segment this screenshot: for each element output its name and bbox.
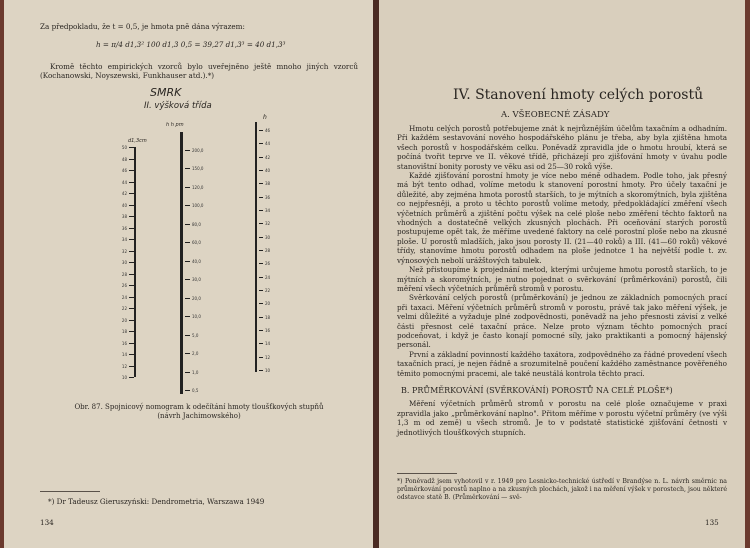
nomogram-tick	[259, 183, 263, 184]
nomogram-tick	[185, 279, 190, 280]
nomogram-tick-label: 30	[265, 234, 271, 240]
nomogram-tick-label: 100,0	[192, 203, 204, 209]
nomogram-tick-label: 30,0	[192, 277, 201, 283]
nomogram-tick	[129, 331, 134, 332]
nomogram-tick-label: 120,0	[192, 184, 204, 190]
nomogram-tick	[129, 274, 134, 275]
nomogram-tick-label: 44	[121, 179, 127, 185]
section-a-heading: A. VŠEOBECNÉ ZÁSADY	[501, 110, 610, 120]
nomogram-tick	[129, 147, 134, 148]
nomogram-tick-label: 38	[265, 181, 271, 187]
nomogram-tick-label: 1,0	[192, 369, 199, 375]
nomogram-tick	[185, 353, 190, 354]
nomogram-tick	[259, 370, 263, 371]
nomogram-tick	[259, 223, 263, 224]
nomogram-tick-label: 150,0	[192, 166, 204, 172]
nomogram-tick	[185, 187, 190, 188]
footnote: *) Dr Tadeusz Gieruszyński: Dendrometria, Warszawa 1949	[48, 497, 265, 506]
nomogram-tick	[185, 261, 190, 262]
nomogram-tick	[129, 239, 134, 240]
nomogram-tick	[259, 290, 263, 291]
nomogram-tick-label: 32	[121, 248, 127, 254]
nomogram-tick	[129, 216, 134, 217]
nomogram-tick-label: 40	[265, 168, 271, 173]
nomogram-tick-label: 22	[121, 306, 127, 311]
nomogram-tick-label: 10	[121, 375, 127, 380]
nomogram-tick-label: 28	[265, 248, 271, 253]
nomogram-tick-label: 42	[121, 191, 127, 196]
nomogram-tick	[185, 224, 190, 225]
nomogram-tick-label: 50	[121, 145, 127, 150]
scale-d-axis	[134, 147, 136, 377]
nomogram-tick	[129, 308, 134, 309]
nomogram-tick-label: 16	[121, 340, 127, 346]
scale-label-hh: h h pm	[166, 122, 184, 128]
footnote: *) Poněvadž jsem vyhotovil v r. 1949 pro Lesnicko-technické ústředí v Brandýse n. L. návrh směrnic na průměrkování porostů naplno a na zkusných plochách, jakož i na měření výšek v porostech, jsou některé odstavce statě B. (Průměrkování — svě-	[397, 478, 727, 501]
figure-caption: Obr. 87. Spojnicový nomogram k odečítání hmoty tloušťkových stupňů	[74, 403, 324, 411]
nomogram-tick	[129, 193, 134, 194]
nomogram-tick	[185, 168, 190, 169]
nomogram-subtitle: II. výšková třída	[144, 101, 212, 111]
nomogram-tick	[185, 390, 190, 391]
nomogram-tick	[259, 330, 263, 331]
nomogram-tick-label: 26	[265, 261, 271, 267]
right-page	[379, 0, 745, 548]
nomogram-tick	[185, 298, 190, 299]
nomogram-tick-label: 30	[121, 260, 127, 265]
nomogram-tick	[259, 170, 263, 171]
nomogram-tick	[259, 263, 263, 264]
paragraph-6: Měření výčetních průměrů stromů v porostu na celé ploše označujeme v praxi zpravidla jako „průměrkování naplno". Přitom měříme v porostu výčetní průměry (ve výši 1,3 m od země) u všech stromů. Je to v podstatě statistické zjišťování četnosti v jednotlivých tloušťkových stupních.	[397, 399, 727, 437]
nomogram-tick-label: 26	[121, 283, 127, 288]
nomogram-tick	[129, 297, 134, 298]
nomogram-tick-label: 16	[265, 328, 271, 333]
nomogram-tick-label: 2,0	[192, 351, 199, 357]
nomogram-tick-label: 200,0	[192, 148, 204, 153]
intro-text: Za předpokladu, že t = 0,5, je hmota pně dána výrazem:	[40, 22, 245, 31]
nomogram-tick	[259, 357, 263, 358]
nomogram-tick	[185, 205, 190, 206]
nomogram-tick-label: 24	[265, 274, 271, 280]
nomogram-tick-label: 0,5	[192, 388, 199, 393]
nomogram-tick-label: 22	[265, 288, 271, 293]
paragraph-4: Svěrkování celých porostů (průměrkování) je jednou ze základních pomocných prací při taxaci. Měření výčetních průměrů stromů v porostu, právě tak jako měření výšek, je velmi důležité a vyžaduje plné zodpovědnosti, poněvadž na jeho přesnosti závisí z velké části přesnost celé taxační práce. Nelze proto význam těchto pomocných prací podceňovat, i když je často konají pomocné síly, jako praktikanti a pomocný hájenský personál.	[397, 293, 727, 350]
section-b-heading: B. PRŮMĚRKOVÁNÍ (SVĚRKOVÁNÍ) POROSTŮ NA CELÉ PLOŠE*)	[401, 385, 673, 395]
nomogram-tick-label: 80,0	[192, 221, 201, 227]
page-number: 134	[40, 518, 54, 527]
nomogram-tick	[129, 366, 134, 367]
nomogram-tick	[259, 143, 263, 144]
nomogram-tick-label: 34	[265, 208, 271, 213]
nomogram-tick	[129, 285, 134, 286]
nomogram-tick-label: 32	[265, 221, 271, 227]
nomogram-tick-label: 10,0	[192, 314, 201, 320]
figure-caption-source: (návrh Jachimowského)	[157, 412, 241, 420]
nomogram-tick-label: 60,0	[192, 240, 201, 246]
scale-label-d: d1,3cm	[128, 138, 147, 144]
nomogram-tick	[259, 277, 263, 278]
nomogram-tick-label: 36	[265, 194, 271, 200]
paragraph-2: Každé zjišťování porostní hmoty je více nebo méně odhadem. Podle toho, jak přesný má být tento odhad, volíme metodu k stanovení porostní hmoty. Pro účely taxační je důležité, aby zejména hmota porostů starších, to je mýtních a skoromýtních, byla zjištěna co nejpřesněji, a proto u těchto porostů volíme metody, předpokládající změření všech výčetních průměrů a zjištění počtu výšek na celé ploše nebo změření těchto faktorů na vhodných a dostatečně velkých zkusných plochách. Při oceňování starých porostů postupujeme opět tak, že měříme uvedené faktory na celé porostní ploše nebo na zkusné ploše. U porostů mladších, jako jsou porosty II. (21—40 roků) a III. (41—60 roků) věkové třídy, stanovíme hmotu porostů odhadem na ploše jednotce 1 ha největší podle t. zv. výnosových nebolí urážštových tabulek.	[397, 171, 727, 265]
nomogram-tick-label: 40,0	[192, 258, 201, 264]
nomogram-tick-label: 18	[265, 314, 271, 320]
scale-m-axis	[180, 132, 183, 394]
nomogram-tick-label: 46	[121, 168, 127, 173]
nomogram-tick-label: 12	[265, 354, 271, 360]
nomogram-tick-label: 24	[121, 294, 127, 300]
nomogram-tick-label: 46	[265, 128, 271, 133]
nomogram-tick	[185, 372, 190, 373]
chapter-heading: IV. Stanovení hmoty celých porostů	[453, 87, 704, 103]
nomogram-tick	[129, 320, 134, 321]
nomogram-tick	[129, 343, 134, 344]
nomogram-tick	[259, 303, 263, 304]
nomogram-tick	[259, 317, 263, 318]
paragraph-3: Než přistoupíme k projednání metod, kterými určujeme hmotu porostů starších, to je mýtních a skoromýtních, je nutno pojednat o svěrkování (průměrkování) porostů, čili měření všech výčetních průměrů stromů v porostu.	[397, 265, 727, 293]
body-text	[397, 124, 727, 437]
nomogram-tick	[259, 343, 263, 344]
nomogram-tick	[129, 251, 134, 252]
nomogram-tick-label: 20,0	[192, 295, 201, 301]
scale-label-h: h	[263, 114, 267, 121]
nomogram-tick-label: 40	[121, 202, 127, 208]
nomogram-tick-label: 10	[265, 368, 271, 373]
nomogram-tick	[129, 354, 134, 355]
nomogram-tick	[129, 228, 134, 229]
nomogram-tick	[259, 197, 263, 198]
nomogram-tick-label: 34	[121, 237, 127, 242]
nomogram-tick-label: 20	[265, 301, 271, 307]
nomogram-tick-label: 5,0	[192, 332, 199, 338]
nomogram-tick-label: 44	[265, 141, 271, 147]
nomogram-tick	[129, 170, 134, 171]
nomogram-tick-label: 14	[121, 352, 127, 357]
nomogram-tick-label: 38	[121, 214, 127, 219]
nomogram-tick	[129, 262, 134, 263]
nomogram-tick	[259, 250, 263, 251]
page-number: 135	[705, 518, 719, 527]
paragraph-5: První a základní povinností každého taxátora, zodpovědného za řádné provedení všech taxačních prací, je nejen řádně a srozumitelně poučení každého zaměstnance pověřeného těmito pomocnými pracemi, ale také neustálá kontrola těchto prací.	[397, 349, 727, 378]
left-page	[4, 0, 374, 548]
nomogram-tick-label: 36	[121, 225, 127, 231]
nomogram-tick	[185, 335, 190, 336]
nomogram-tick	[259, 157, 263, 158]
nomogram-tick	[185, 316, 190, 317]
footnote-rule	[40, 491, 100, 492]
nomogram-tick	[129, 159, 134, 160]
nomogram-tick-label: 28	[121, 271, 127, 277]
nomogram-tick	[259, 130, 263, 131]
nomogram-tick	[259, 210, 263, 211]
nomogram-tick	[129, 182, 134, 183]
nomogram-tick	[259, 237, 263, 238]
nomogram-tick-label: 20	[121, 317, 127, 323]
nomogram-tick-label: 42	[265, 154, 271, 160]
nomogram-tick	[129, 377, 134, 378]
footnote-rule	[397, 473, 457, 474]
nomogram-tick	[185, 150, 190, 151]
paragraph-1: Hmotu celých porostů potřebujeme znát k nejrůznějším účelům taxačním a odhadním. Při každém sestavování nového hospodářského plánu je třeba, aby byla zjištěna hmota všech porostů v hospodářském celku. Poněvadž zpravidla jde o hmotu hroubí, která se počíná tvořit teprve ve II. věkové třídě, přicházejí pro zjišťování hmoty v úvahu podle stanovištní bonity porosty ve věku asi od 25—30 roků výše.	[397, 124, 727, 171]
intro-paragraph: Kromě těchto empirických vzorců bylo uveřejněno ještě mnoho jiných vzorců (Kochanowski, Noyszewski, Funkhauser atd.).*)	[40, 62, 358, 81]
nomogram-tick-label: 48	[121, 156, 127, 162]
nomogram-tick-label: 14	[265, 341, 271, 347]
nomogram-tick	[129, 205, 134, 206]
scale-h-axis	[255, 122, 257, 372]
nomogram-title: SMRK	[150, 86, 182, 99]
nomogram-tick	[185, 242, 190, 243]
nomogram-tick-label: 12	[121, 363, 127, 369]
formula: h = π/4 d1,3² 100 d1,3 0,5 = 39,27 d1,3³ = 40 d1,3³	[96, 40, 286, 49]
nomogram-tick-label: 18	[121, 329, 127, 334]
